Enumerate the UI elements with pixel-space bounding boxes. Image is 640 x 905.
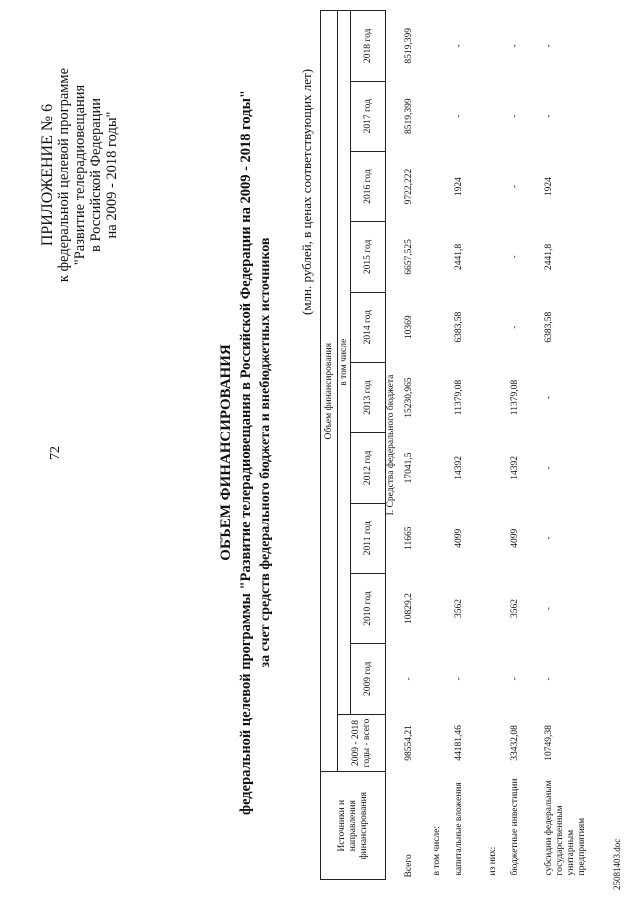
table-row: [454, 11, 488, 880]
row-year-value: [432, 644, 454, 714]
row-year-value: 9722,222: [404, 168, 414, 205]
row-year-value: -: [510, 184, 520, 189]
row-year-value: -: [454, 114, 464, 118]
row-year-value: 11665: [404, 526, 414, 550]
header-year: 2016 год: [351, 151, 386, 221]
header-year: 2011 год: [351, 503, 386, 573]
row-year-value: 3562: [454, 599, 464, 619]
row-year-value: 6657,525: [404, 239, 414, 275]
row-year-value: -: [510, 114, 520, 118]
header-year: 2013 год: [351, 362, 386, 432]
row-year-value: -: [544, 606, 554, 611]
document-subtitle: федеральной целевой программы "Развитие телерадиовещания в Российской Федерации на 2009 - 2018 годы": [238, 90, 254, 815]
row-total: [432, 714, 454, 772]
row-year-value: [488, 151, 510, 221]
row-total: 98554,21: [404, 725, 414, 761]
page-number: 72: [48, 446, 63, 460]
row-year-value: [432, 433, 454, 503]
row-year-value: [432, 503, 454, 573]
row-year-value: 4099: [454, 528, 464, 548]
header-year: 2014 год: [351, 292, 386, 362]
row-year-value: 11379,08: [454, 379, 464, 416]
table-row: [432, 11, 454, 880]
row-label: Всего: [404, 854, 414, 878]
row-year-value: 8519,399: [404, 98, 414, 135]
row-year-value: 1924: [454, 177, 464, 197]
header-volume: Объем финансирования: [321, 11, 338, 772]
row-year-value: [432, 222, 454, 292]
row-year-value: 10829,2: [404, 593, 414, 624]
row-total: [488, 714, 510, 772]
table-row: [510, 11, 544, 880]
row-label: субсидии федеральным государственным унитарным предприятиям: [544, 780, 587, 876]
table-row: [544, 11, 600, 880]
row-total: 33432,08: [510, 725, 520, 761]
row-year-value: -: [544, 677, 554, 681]
header-year: 2018 год: [351, 11, 386, 82]
header-source: Источники и направления финансирования: [321, 772, 386, 880]
header-year: 2010 год: [351, 573, 386, 643]
row-year-value: 17041,5: [404, 452, 414, 484]
row-year-value: 15230,965: [404, 377, 414, 418]
header-including: в том числе: [338, 11, 351, 715]
row-year-value: [488, 81, 510, 151]
appendix-line: "Развитие телерадиовещания: [72, 84, 88, 266]
row-total: 44181,46: [454, 725, 464, 761]
row-year-value: [432, 573, 454, 643]
row-year-value: [488, 503, 510, 573]
row-label: из них:: [488, 846, 498, 876]
row-year-value: [432, 11, 454, 82]
row-year-value: 2441,8: [454, 243, 464, 270]
row-year-value: [488, 362, 510, 432]
header-year: 2015 год: [351, 222, 386, 292]
row-year-value: [432, 362, 454, 432]
row-label: в том числе:: [432, 825, 442, 876]
row-year-value: 1924: [544, 177, 554, 197]
row-year-value: -: [454, 44, 464, 48]
document-id: 25081403.doc: [612, 838, 622, 890]
row-year-value: 14392: [510, 456, 520, 480]
table-row: [404, 11, 432, 880]
appendix-line: на 2009 - 2018 годы": [104, 111, 120, 239]
row-year-value: 6383,58: [544, 311, 554, 343]
appendix-number: ПРИЛОЖЕНИЕ № 6: [39, 103, 56, 247]
row-label: бюджетные инвестиции: [510, 778, 520, 876]
row-year-value: 11379,08: [510, 379, 520, 416]
appendix-line: к федеральной целевой программе: [56, 67, 72, 283]
row-year-value: [488, 573, 510, 643]
row-label: капитальные вложения: [454, 782, 464, 876]
header-total: 2009 - 2018 годы - всего: [338, 714, 386, 772]
row-year-value: -: [510, 255, 520, 259]
units-note: (млн. рублей, в ценах соответствующих лет): [299, 68, 314, 315]
row-year-value: [432, 81, 454, 151]
table-row: [488, 11, 510, 880]
row-year-value: [432, 151, 454, 221]
row-year-value: 10369: [404, 315, 414, 340]
document-subtitle-2: за счет средств федерального бюджета и внебюджетных источников: [258, 237, 273, 668]
appendix-line: в Российской Федерации: [88, 97, 104, 253]
row-year-value: 14392: [454, 456, 464, 480]
row-year-value: [488, 11, 510, 82]
row-year-value: [488, 644, 510, 714]
document-title: ОБЪЕМ ФИНАНСИРОВАНИЯ: [218, 344, 234, 561]
row-year-value: 2441,8: [544, 243, 554, 270]
row-total: 10749,38: [544, 725, 554, 761]
row-year-value: [488, 222, 510, 292]
row-year-value: -: [404, 677, 414, 681]
row-year-value: 4099: [510, 528, 520, 548]
row-year-value: 3562: [510, 599, 520, 619]
header-year: 2017 год: [351, 81, 386, 151]
header-year: 2009 год: [351, 644, 386, 714]
row-year-value: [488, 292, 510, 362]
header-year: 2012 год: [351, 433, 386, 503]
appendix-block: [40, 25, 120, 325]
row-year-value: [432, 292, 454, 362]
row-year-value: 6383,58: [454, 311, 464, 343]
row-year-value: [488, 433, 510, 503]
row-year-value: -: [544, 44, 554, 48]
row-year-value: -: [510, 677, 520, 681]
row-year-value: 8519,399: [404, 27, 414, 64]
row-year-value: -: [544, 466, 554, 470]
financing-table: [320, 10, 600, 880]
row-year-value: -: [544, 114, 554, 118]
row-year-value: -: [544, 395, 554, 400]
row-year-value: -: [544, 536, 554, 540]
row-year-value: -: [510, 325, 520, 329]
row-year-value: -: [454, 677, 464, 681]
section-heading: I. Средства федерального бюджета: [386, 374, 396, 516]
row-year-value: -: [510, 44, 520, 48]
